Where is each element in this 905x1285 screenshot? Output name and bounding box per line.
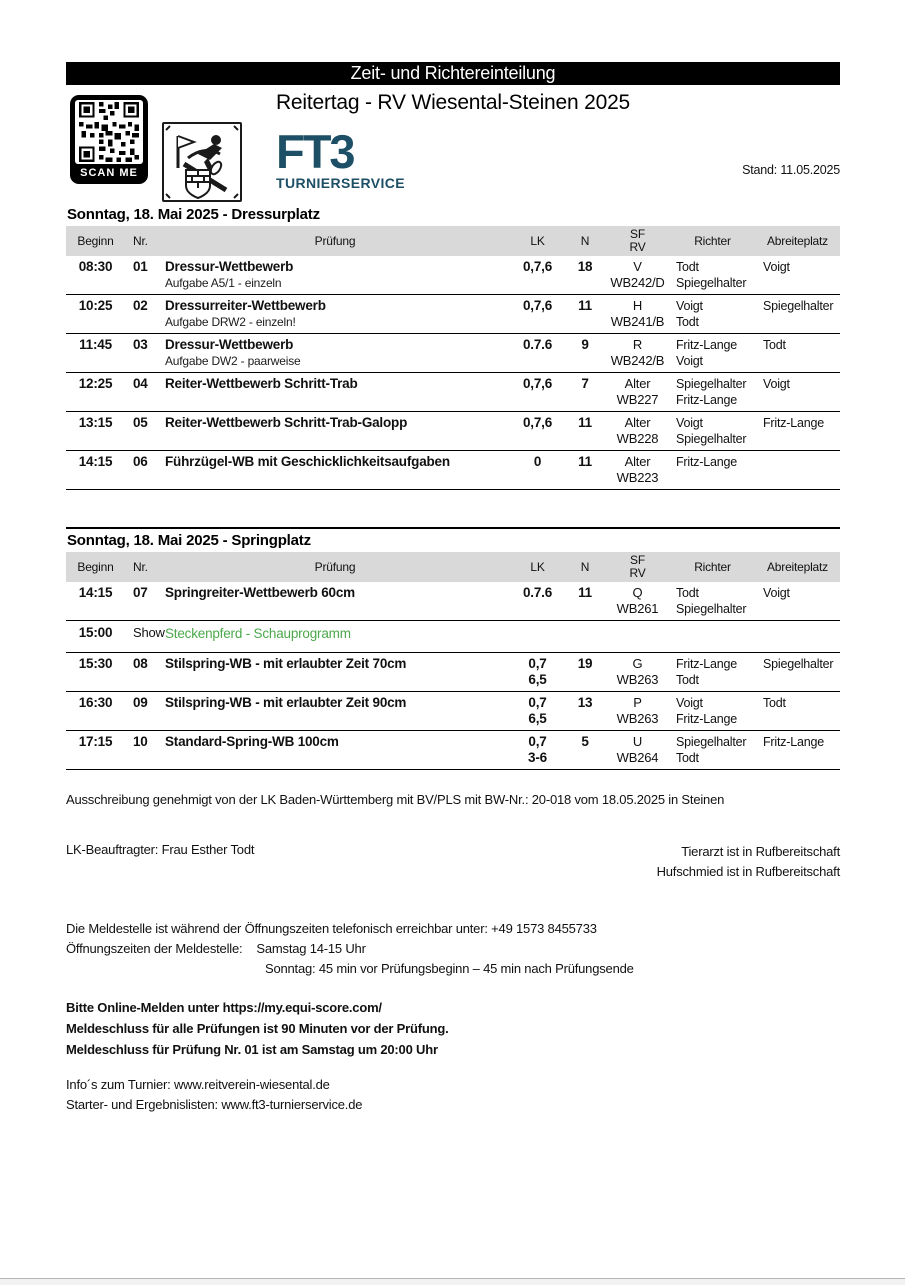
lk-value-1: 0 — [533, 454, 542, 469]
warmup-judge: Spiegelhalter — [763, 299, 834, 313]
judge-1: Spiegelhalter — [676, 735, 747, 749]
document-title-bar: Zeit- und Richtereinteilung — [66, 62, 840, 85]
warmup-judge: Todt — [763, 338, 786, 352]
start-time-text: 11:45 — [79, 337, 112, 352]
warmup-judge: Spiegelhalter — [763, 657, 834, 671]
deadline-01-note: Meldeschluss für Prüfung Nr. 01 ist am Samstag um 20:00 Uhr — [66, 1042, 438, 1057]
row-sf-rv — [605, 334, 670, 373]
start-time-text: 14:15 — [78, 585, 113, 600]
row-warmup-area — [755, 582, 840, 621]
event-name: Stilspring-WB - mit erlaubter Zeit 70cm — [165, 656, 407, 671]
sf-value: V — [633, 259, 642, 274]
warmup-judge: Fritz-Lange — [763, 416, 825, 430]
event-name: Dressur-Wettbewerb — [165, 259, 294, 274]
section-title: Sonntag, 18. Mai 2025 - Dressurplatz — [67, 206, 320, 223]
row-event — [160, 256, 510, 295]
table-row — [66, 412, 840, 451]
lk-value-1: 0,7,6 — [522, 259, 553, 274]
event-title: Reitertag - RV Wiesental-Steinen 2025 — [275, 91, 631, 114]
club-logo — [162, 122, 242, 202]
sf-value: P — [633, 695, 642, 710]
col-richter: Richter — [694, 233, 731, 248]
ft3-logo-subtext: TURNIERSERVICE — [276, 175, 406, 191]
section-title: Sonntag, 18. Mai 2025 - Springplatz — [67, 532, 311, 549]
viewport-bottom-edge — [0, 1278, 905, 1285]
col-sf: SF — [630, 227, 645, 241]
registration-office-block — [66, 919, 840, 979]
col-n: N — [580, 233, 590, 248]
judge-2: Voigt — [676, 354, 703, 368]
rv-code: WB227 — [616, 392, 659, 407]
row-entries — [565, 256, 605, 295]
row-warmup-area — [755, 451, 840, 490]
col-nr: Nr. — [133, 559, 148, 574]
start-time-text: 13:15 — [78, 415, 113, 430]
number-text: 02 — [133, 298, 148, 313]
col-abreiteplatz: Abreiteplatz — [767, 559, 828, 574]
document-header — [66, 0, 840, 206]
row-entries — [565, 451, 605, 490]
judge-1: Todt — [676, 586, 699, 600]
judge-2: Todt — [676, 673, 699, 687]
entries-count: 19 — [577, 656, 593, 671]
row-judges — [670, 373, 755, 412]
sf-value: H — [632, 298, 643, 313]
lk-officer: LK-Beauftragter: Frau Esther Todt — [66, 842, 255, 857]
row-start-time — [66, 731, 125, 770]
table-row — [66, 295, 840, 334]
col-beginn: Beginn — [77, 233, 114, 248]
row-judges — [670, 731, 755, 770]
row-entries — [565, 334, 605, 373]
start-time-text: 16:30 — [78, 695, 113, 710]
start-time-text: 08:30 — [78, 259, 113, 274]
row-event — [160, 334, 510, 373]
start-time-text: 17:15 — [78, 734, 113, 749]
lk-value-2: 6,5 — [528, 672, 547, 687]
row-judges — [670, 653, 755, 692]
event-task: Aufgabe DRW2 - einzeln! — [165, 315, 296, 329]
table-row — [66, 692, 840, 731]
row-lk — [510, 373, 565, 412]
row-event — [160, 582, 510, 621]
sf-value: U — [632, 734, 643, 749]
rv-code: WB228 — [616, 431, 659, 446]
row-event — [160, 731, 510, 770]
row-number — [125, 334, 160, 373]
row-warmup-area — [755, 653, 840, 692]
lk-value-1: 0.7.6 — [522, 585, 553, 600]
row-number — [125, 373, 160, 412]
row-warmup-area — [755, 692, 840, 731]
info-links-block — [66, 1075, 840, 1115]
col-lk: LK — [530, 233, 545, 248]
document-page — [66, 0, 840, 1115]
table-row — [66, 256, 840, 295]
row-number — [125, 692, 160, 731]
judge-2: Todt — [676, 315, 699, 329]
col-lk: LK — [530, 559, 545, 574]
show-program — [160, 621, 840, 653]
col-sf-rv — [605, 552, 670, 582]
lk-value-1: 0,7,6 — [522, 415, 553, 430]
entries-count: 5 — [581, 734, 589, 749]
row-lk — [510, 256, 565, 295]
event-name: Springreiter-Wettbewerb 60cm — [165, 585, 355, 600]
row-judges — [670, 295, 755, 334]
row-warmup-area — [755, 373, 840, 412]
judge-2: Fritz-Lange — [676, 712, 738, 726]
number-text: 10 — [133, 734, 148, 749]
club-logo-icon — [164, 124, 240, 200]
row-event — [160, 692, 510, 731]
judge-1: Todt — [676, 260, 699, 274]
lk-value-1: 0.7.6 — [522, 337, 553, 352]
row-sf-rv — [605, 412, 670, 451]
lk-value-1: 0,7 — [528, 695, 547, 710]
row-judges — [670, 412, 755, 451]
approval-note: Ausschreibung genehmigt von der LK Baden-Württemberg mit BV/PLS mit BW-Nr.: 20-018 vom 18.05.2025 in Steinen — [66, 792, 725, 807]
judge-2: Spiegelhalter — [676, 432, 747, 446]
start-time-text: 15:00 — [78, 625, 113, 640]
ft3-logo-text: FT3 — [276, 125, 354, 178]
on-call-services — [657, 842, 840, 882]
row-lk — [510, 582, 565, 621]
row-start-time — [66, 451, 125, 490]
schedule-table-springplatz — [66, 552, 840, 770]
warmup-judge: Voigt — [763, 260, 790, 274]
rv-code: WB242/D — [610, 275, 665, 290]
event-name: Stilspring-WB - mit erlaubter Zeit 90cm — [165, 695, 407, 710]
tournament-info-link[interactable]: Info´s zum Turnier: www.reitverein-wiesental.de — [66, 1077, 330, 1092]
start-time-text: 12:25 — [78, 376, 113, 391]
judge-1: Fritz-Lange — [676, 338, 738, 352]
rv-code: WB261 — [616, 601, 659, 616]
row-number — [125, 412, 160, 451]
opening-hours-row — [66, 939, 840, 959]
col-beginn: Beginn — [77, 559, 114, 574]
number-text: 08 — [133, 656, 148, 671]
row-lk — [510, 692, 565, 731]
event-name: Dressur-Wettbewerb — [165, 337, 294, 352]
rv-code: WB242/B — [610, 353, 665, 368]
start-time-text: 14:15 — [78, 454, 113, 469]
warmup-judge: Todt — [763, 696, 786, 710]
row-warmup-area — [755, 731, 840, 770]
warmup-judge: Fritz-Lange — [763, 735, 825, 749]
rv-code: WB263 — [616, 672, 659, 687]
number-text: 07 — [133, 585, 148, 600]
judge-1: Voigt — [676, 416, 703, 430]
warmup-judge: Voigt — [763, 586, 790, 600]
rv-code: WB264 — [616, 750, 659, 765]
col-abreiteplatz: Abreiteplatz — [767, 233, 828, 248]
row-warmup-area — [755, 295, 840, 334]
row-warmup-area — [755, 334, 840, 373]
show-label — [125, 621, 165, 653]
row-entries — [565, 653, 605, 692]
entries-count: 18 — [577, 259, 593, 274]
lk-value-2: 6,5 — [528, 711, 547, 726]
number-text: 04 — [133, 376, 148, 391]
lk-value-2: 3-6 — [528, 750, 547, 765]
table-row — [66, 334, 840, 373]
sf-value: Alter — [624, 376, 651, 391]
row-judges — [670, 451, 755, 490]
number-text: 09 — [133, 695, 148, 710]
row-event — [160, 373, 510, 412]
vet-note: Tierarzt ist in Rufbereitschaft — [681, 844, 840, 859]
row-sf-rv — [605, 731, 670, 770]
judge-2: Spiegelhalter — [676, 602, 747, 616]
row-lk — [510, 653, 565, 692]
judge-1: Fritz-Lange — [676, 657, 738, 671]
row-warmup-area — [755, 412, 840, 451]
judge-2: Todt — [676, 751, 699, 765]
start-time-text: 15:30 — [78, 656, 113, 671]
row-entries — [565, 692, 605, 731]
start-time-text: 10:25 — [78, 298, 113, 313]
row-number — [125, 451, 160, 490]
event-name: Reiter-Wettbewerb Schritt-Trab — [165, 376, 358, 391]
table-row — [66, 451, 840, 490]
row-start-time — [66, 692, 125, 731]
judge-1: Voigt — [676, 696, 703, 710]
farrier-note: Hufschmied ist in Rufbereitschaft — [656, 864, 840, 879]
opening-hours-label: Öffnungszeiten der Meldestelle: — [66, 941, 243, 956]
table-row — [66, 653, 840, 692]
table-row — [66, 373, 840, 412]
table-header-row — [66, 226, 840, 256]
number-text: 06 — [133, 454, 148, 469]
event-name: Reiter-Wettbewerb Schritt-Trab-Galopp — [165, 415, 408, 430]
entries-count: 7 — [581, 376, 589, 391]
schedule-table-dressurplatz — [66, 226, 840, 490]
row-start-time — [66, 295, 125, 334]
row-sf-rv — [605, 373, 670, 412]
sf-value: Alter — [624, 454, 651, 469]
col-pruefung: Prüfung — [314, 559, 356, 574]
row-start-time — [66, 412, 125, 451]
sunday-hours: Sonntag: 45 min vor Prüfungsbeginn – 45 min nach Prüfungsende — [265, 961, 634, 976]
row-lk — [510, 334, 565, 373]
col-sf: SF — [630, 553, 645, 567]
sf-value: G — [632, 656, 643, 671]
event-name: Führzügel-WB mit Geschicklichkeitsaufgaben — [165, 454, 450, 469]
sf-value: Alter — [624, 415, 651, 430]
col-rv: RV — [629, 240, 646, 254]
entries-count: 13 — [577, 695, 593, 710]
section-dressurplatz — [66, 206, 840, 490]
table-header-row — [66, 552, 840, 582]
document-date-stamp: Stand: 11.05.2025 — [742, 163, 840, 177]
row-judges — [670, 692, 755, 731]
online-entry-link[interactable]: Bitte Online-Melden unter https://my.equi-score.com/ — [66, 1000, 382, 1015]
number-text: 03 — [133, 337, 148, 352]
row-lk — [510, 295, 565, 334]
deadline-all-note: Meldeschluss für alle Prüfungen ist 90 Minuten vor der Prüfung. — [66, 1021, 449, 1036]
row-start-time — [66, 373, 125, 412]
qr-scan-label: SCAN ME — [80, 167, 138, 179]
row-entries — [565, 731, 605, 770]
lk-value-1: 0,7,6 — [522, 298, 553, 313]
row-entries — [565, 373, 605, 412]
show-program-text: Steckenpferd - Schauprogramm — [165, 626, 351, 641]
event-task: Aufgabe DW2 - paarweise — [165, 354, 301, 368]
event-name: Standard-Spring-WB 100cm — [165, 734, 339, 749]
row-event — [160, 412, 510, 451]
row-entries — [565, 582, 605, 621]
judge-2: Spiegelhalter — [676, 276, 747, 290]
col-rv: RV — [629, 566, 646, 580]
number-text: 05 — [133, 415, 148, 430]
results-link[interactable]: Starter- und Ergebnislisten: www.ft3-turnierservice.de — [66, 1097, 363, 1112]
rv-code: WB263 — [616, 711, 659, 726]
row-lk — [510, 451, 565, 490]
judge-1: Spiegelhalter — [676, 377, 747, 391]
row-start-time — [66, 582, 125, 621]
row-sf-rv — [605, 692, 670, 731]
row-number — [125, 653, 160, 692]
col-nr: Nr. — [133, 233, 148, 248]
event-name: Dressurreiter-Wettbewerb — [165, 298, 326, 313]
qr-code-block — [70, 95, 148, 184]
row-number — [125, 256, 160, 295]
entries-count: 11 — [578, 454, 592, 469]
table-row — [66, 731, 840, 770]
officials-block — [66, 842, 840, 882]
row-entries — [565, 295, 605, 334]
row-number — [125, 295, 160, 334]
judge-1: Fritz-Lange — [676, 455, 738, 469]
table-row — [66, 582, 840, 621]
section-springplatz — [66, 527, 840, 770]
entries-count: 11 — [578, 585, 592, 600]
row-event — [160, 653, 510, 692]
show-row — [66, 621, 840, 653]
event-task: Aufgabe A5/1 - einzeln — [165, 276, 282, 290]
row-sf-rv — [605, 582, 670, 621]
lk-value-1: 0,7 — [528, 656, 547, 671]
row-start-time — [66, 334, 125, 373]
judge-2: Fritz-Lange — [676, 393, 738, 407]
row-number — [125, 582, 160, 621]
sf-value: Q — [632, 585, 643, 600]
lk-value-1: 0,7 — [528, 734, 547, 749]
row-judges — [670, 582, 755, 621]
row-event — [160, 295, 510, 334]
col-sf-rv — [605, 226, 670, 256]
row-start-time — [66, 653, 125, 692]
col-pruefung: Prüfung — [314, 233, 356, 248]
row-number — [125, 731, 160, 770]
row-sf-rv — [605, 295, 670, 334]
saturday-hours: Samstag 14-15 Uhr — [256, 941, 366, 956]
show-label-text: Show — [133, 625, 165, 640]
col-richter: Richter — [694, 559, 731, 574]
lk-value-1: 0,7,6 — [522, 376, 553, 391]
ft3-logo — [276, 125, 406, 191]
entries-count: 9 — [581, 337, 589, 352]
entries-count: 11 — [578, 415, 592, 430]
col-n: N — [580, 559, 590, 574]
row-sf-rv — [605, 653, 670, 692]
qr-code-image — [75, 100, 143, 164]
judge-1: Voigt — [676, 299, 703, 313]
online-entry-block — [66, 997, 840, 1060]
row-sf-rv — [605, 451, 670, 490]
show-start-time — [66, 621, 125, 653]
row-entries — [565, 412, 605, 451]
row-warmup-area — [755, 256, 840, 295]
sf-value: R — [632, 337, 643, 352]
rv-code: WB241/B — [610, 314, 665, 329]
row-lk — [510, 731, 565, 770]
row-start-time — [66, 256, 125, 295]
warmup-judge: Voigt — [763, 377, 790, 391]
entries-count: 11 — [578, 298, 592, 313]
rv-code: WB223 — [616, 470, 659, 485]
row-judges — [670, 334, 755, 373]
row-judges — [670, 256, 755, 295]
row-lk — [510, 412, 565, 451]
number-text: 01 — [133, 259, 148, 274]
phone-line: Die Meldestelle ist während der Öffnungszeiten telefonisch erreichbar unter: +49 1573 8455733 — [66, 921, 597, 936]
row-event — [160, 451, 510, 490]
row-sf-rv — [605, 256, 670, 295]
